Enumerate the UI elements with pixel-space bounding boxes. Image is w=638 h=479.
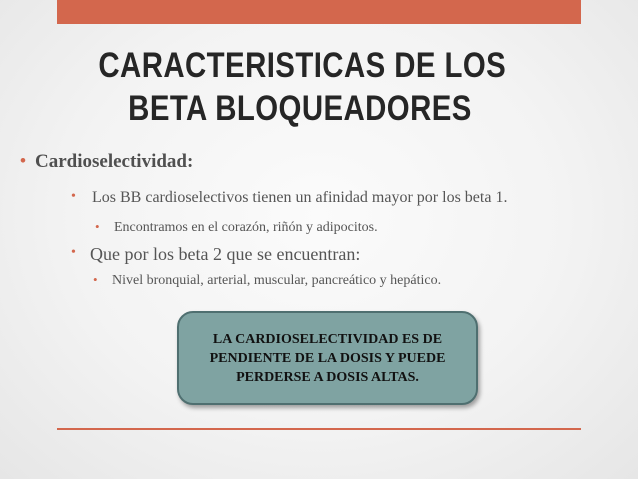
callout-text [210, 330, 446, 387]
callout-line-3: PERDERSE A DOSIS ALTAS. [236, 369, 419, 385]
bullet-text: Cardioselectividad: [35, 151, 194, 172]
bullet-text: Encontramos en el corazón, riñón y adipocitos. [114, 220, 378, 235]
bullet-level1-cardioselectividad [20, 151, 194, 173]
bullet-text: Los BB cardioselectivos tienen un afinidad mayor por los beta 1. [92, 189, 508, 206]
callout-line-1: LA CARDIOSELECTIVIDAD ES DE [212, 331, 443, 347]
bullet-level2-afinidad-beta1 [71, 189, 508, 207]
callout-box [177, 311, 478, 405]
bullet-dot-icon: • [71, 245, 76, 260]
bullet-level3-niveles [93, 272, 442, 289]
bullet-text: Que por los beta 2 que se encuentran: [90, 244, 361, 264]
bullet-dot-icon: • [95, 219, 100, 234]
bottom-divider [57, 428, 581, 430]
bullet-level2-beta2 [71, 244, 361, 265]
bullet-dot-icon: • [93, 272, 98, 287]
callout-line-2: PENDIENTE DE LA DOSIS Y PUEDE [209, 350, 446, 366]
bullet-level3-localizacion [95, 219, 378, 236]
title-line-1: CARACTERISTICAS DE LOS [98, 46, 507, 85]
bullet-dot-icon: • [20, 151, 26, 170]
bullet-text: Nivel bronquial, arterial, muscular, pancreático y hepático. [112, 273, 442, 288]
slide-title [98, 44, 507, 130]
bullet-dot-icon: • [71, 189, 76, 204]
title-line-2: BETA BLOQUEADORES [128, 89, 472, 128]
top-accent-bar [57, 0, 581, 24]
